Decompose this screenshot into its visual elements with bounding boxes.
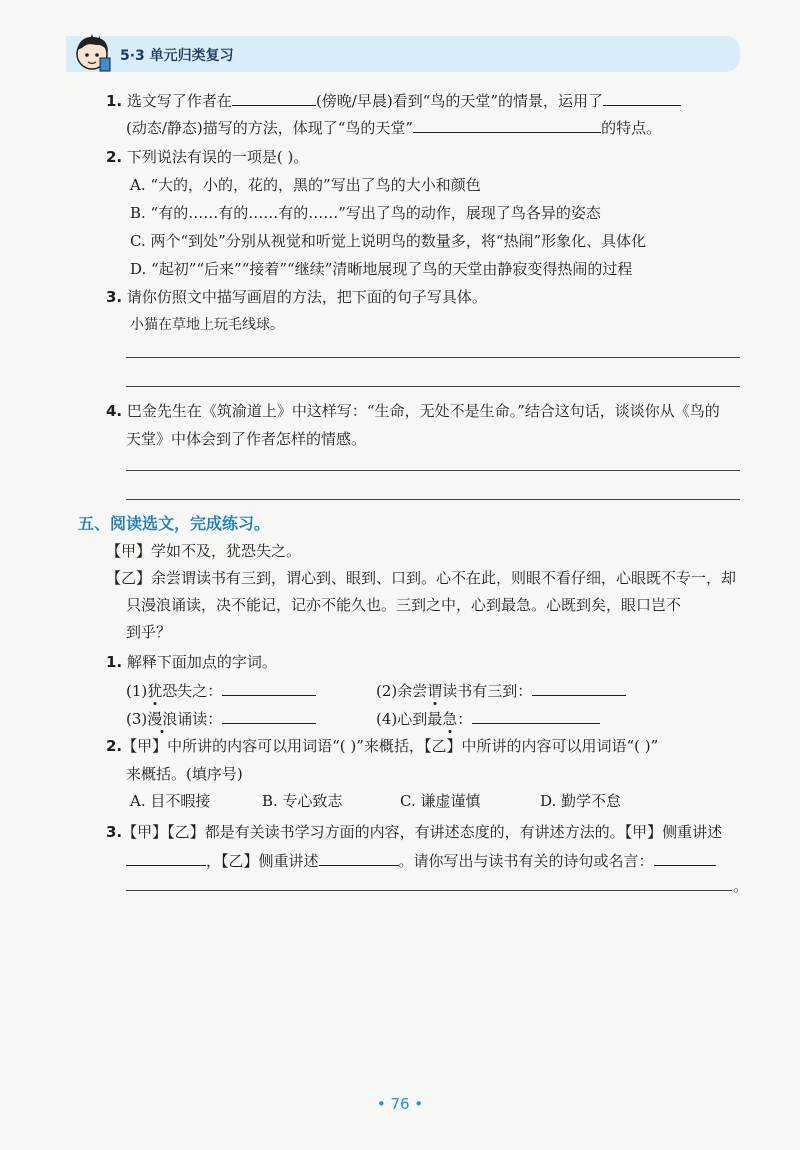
- question-text: 【甲】【乙】都是有关读书学习方面的内容，有讲述态度的，有讲述方法的。【甲】侧重讲述: [122, 823, 723, 841]
- period-mark: 。: [733, 877, 749, 895]
- answer-blank[interactable]: [222, 680, 316, 696]
- choice-c[interactable]: C. 谦虚谨慎: [400, 792, 481, 810]
- answer-blank[interactable]: [126, 850, 206, 866]
- word-item-4: [376, 708, 600, 729]
- answer-line[interactable]: [126, 499, 740, 500]
- p5-question-2-line-2: 来概括。(填序号): [126, 765, 243, 783]
- passage-jia: 【甲】学如不及，犹恐失之。: [106, 542, 302, 560]
- dotted-word: 犹: [147, 682, 163, 700]
- question-number: 3.: [106, 823, 123, 841]
- question-text: 选文写了作者在: [126, 92, 232, 110]
- question-text: ，【乙】侧重讲述: [206, 852, 319, 870]
- item-label: (3): [126, 710, 148, 728]
- question-number: 2.: [106, 737, 123, 755]
- answer-blank[interactable]: [654, 850, 716, 866]
- item-label: 读书有三到：: [442, 682, 533, 700]
- question-number: 3.: [106, 288, 123, 306]
- question-3-stem: [106, 287, 487, 307]
- question-text: 【甲】中所讲的内容可以用词语“( )”来概括，【乙】中所讲的内容可以用词语“( )”: [122, 737, 659, 755]
- answer-blank[interactable]: [319, 850, 399, 866]
- passage-yi-line-3: 到乎？: [126, 623, 172, 641]
- item-label: (4)心到最: [376, 710, 443, 728]
- word-item-1: [126, 680, 316, 701]
- passage-yi-line-1: 【乙】余尝谓读书有三到，谓心到、眼到、口到。心不在此，则眼不看仔细，心眼既不专一，却: [106, 569, 737, 587]
- answer-blank[interactable]: [532, 680, 626, 696]
- word-item-3: [126, 708, 316, 729]
- question-text: 解释下面加点的字词。: [126, 653, 277, 671]
- question-number: 4.: [106, 402, 123, 420]
- p5-question-3-line-1: [106, 822, 722, 842]
- p5-question-1-stem: [106, 652, 277, 672]
- item-label: ：: [457, 710, 473, 728]
- option-d[interactable]: D. “起初”“后来”“接着”“继续”清晰地展现了鸟的天堂由静寂变得热闹的过程: [130, 260, 633, 278]
- choice-a[interactable]: A. 目不暇接: [130, 792, 211, 810]
- answer-blank[interactable]: [413, 117, 601, 133]
- question-number: 1.: [106, 653, 123, 671]
- answer-line[interactable]: [126, 386, 740, 387]
- dotted-word: 急: [442, 710, 458, 728]
- p5-question-2-line-1: [106, 736, 658, 756]
- option-b[interactable]: B. “有的……有的……有的……”写出了鸟的动作，展现了鸟各异的姿态: [130, 204, 601, 222]
- option-a[interactable]: A. “大的，小的，花的，黑的”写出了鸟的大小和颜色: [130, 176, 481, 194]
- answer-blank[interactable]: [472, 708, 600, 724]
- question-number: 2.: [106, 148, 123, 166]
- option-c[interactable]: C. 两个“到处”分别从视觉和听觉上说明鸟的数量多，将“热闹”形象化、具体化: [130, 232, 647, 250]
- item-label: (2)余尝: [376, 682, 428, 700]
- answer-blank[interactable]: [232, 90, 316, 106]
- header-title: 5·3 单元归类复习: [120, 48, 234, 64]
- question-text: (动态/静态)描写的方法，体现了“鸟的天堂”: [126, 119, 414, 137]
- answer-line[interactable]: [126, 357, 740, 358]
- answer-line[interactable]: [126, 890, 732, 891]
- page-number: • 76 •: [376, 1095, 424, 1113]
- dotted-word: 漫浪: [147, 710, 178, 728]
- answer-blank[interactable]: [222, 708, 316, 724]
- word-item-2: [376, 680, 626, 701]
- student-mascot-icon: [70, 30, 116, 76]
- question-text: 巴金先生在《筑渝道上》中这样写：“生命，无处不是生命。”结合这句话，谈谈你从《鸟的: [126, 402, 720, 420]
- question-2-stem: [106, 147, 308, 167]
- passage-yi-line-2: 只漫浪诵读，决不能记，记亦不能久也。三到之中，心到最急。心既到矣，眼口岂不: [126, 596, 682, 614]
- section-title: 五、阅读选文，完成练习。: [78, 514, 271, 533]
- choice-b[interactable]: B. 专心致志: [262, 792, 343, 810]
- question-1-line-2: [126, 117, 661, 138]
- example-sentence: 小猫在草地上玩毛线球。: [130, 317, 284, 333]
- question-number: 1.: [106, 92, 123, 110]
- question-4-line-2: 天堂》中体会到了作者怎样的情感。: [126, 430, 367, 448]
- p5-question-3-line-2: [126, 850, 716, 871]
- question-1-line-1: [106, 90, 681, 111]
- question-text: 。请你写出与读书有关的诗句或名言：: [398, 852, 654, 870]
- dotted-word: 谓: [427, 682, 443, 700]
- question-text: 的特点。: [601, 119, 662, 137]
- question-text: 请你仿照文中描写画眉的方法，把下面的句子写具体。: [126, 288, 487, 306]
- question-text: (傍晚/早晨)看到“鸟的天堂”的情景，运用了: [315, 92, 604, 110]
- answer-blank[interactable]: [603, 90, 681, 106]
- item-label: 恐失之：: [162, 682, 223, 700]
- question-text: 下列说法有误的一项是( )。: [126, 148, 309, 166]
- question-4-line-1: [106, 401, 720, 421]
- item-label: 诵读：: [177, 710, 223, 728]
- choice-d[interactable]: D. 勤学不怠: [540, 792, 622, 810]
- answer-line[interactable]: [126, 470, 740, 471]
- item-label: (1): [126, 682, 148, 700]
